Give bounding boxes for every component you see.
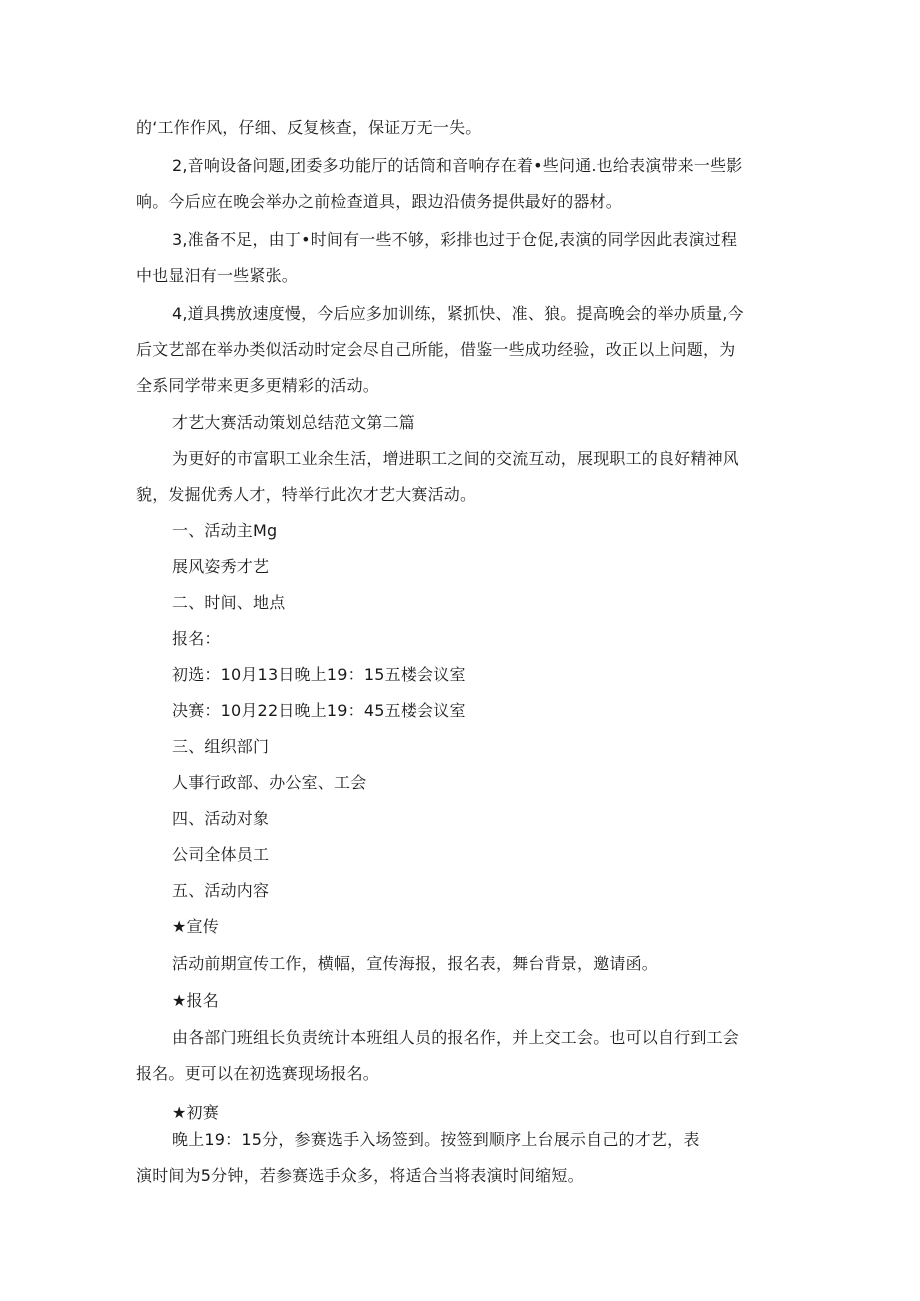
text-line: 的‘工作作风，仔细、反复核查，保证万无一失。 xyxy=(136,118,482,137)
text-line: 人事行政部、办公室、工会 xyxy=(172,773,367,792)
text-line: 貌，发掘优秀人才，特举行此次才艺大赛活动。 xyxy=(136,485,477,504)
text-line: 初选：10月13日晚上19：15五楼会议室 xyxy=(172,665,466,684)
text-line: 四、活动对象 xyxy=(172,809,270,828)
text-line: 二、时间、地点 xyxy=(172,593,286,612)
text-line: 由各部门班组长负责统计本班组人员的报名作，并上交工会。也可以自行到工会 xyxy=(172,1028,740,1047)
text-line: 为更好的市富职工业余生活，增进职工之间的交流互动，展现职工的良好精神风 xyxy=(172,449,740,468)
text-line: 中也显汨有一些紧张。 xyxy=(136,266,299,285)
text-line: 后文艺部在举办类似活动时定会尽自己所能，借鉴一些成功经验，改正以上问题，为 xyxy=(136,340,736,359)
text-line: ★报名 xyxy=(172,991,219,1010)
text-line: 三、组织部门 xyxy=(172,737,270,756)
text-line: ★宣传 xyxy=(172,917,219,936)
text-line: 活动前期宣传工作，横幅，宣传海报，报名表，舞台背景，邀请函。 xyxy=(172,954,659,973)
text-line: 决赛：10月22日晚上19：45五楼会议室 xyxy=(172,701,466,720)
text-line: 报名。更可以在初选赛现场报名。 xyxy=(136,1064,380,1083)
text-line: 2,音响设备问题,团委多功能厅的话筒和音响存在着•些问通.也给表演带来一些影 xyxy=(172,156,743,175)
text-line: 晚上19：15分，参赛选手入场签到。按签到顺序上台展示自己的才艺，表 xyxy=(172,1130,700,1149)
text-line: 报名： xyxy=(172,629,221,648)
text-line: 全系同学带来更多更精彩的活动。 xyxy=(136,376,380,395)
text-line: 一、活动主Mg xyxy=(172,521,278,540)
text-line: 响。今后应在晚会举办之前检查道具，跟边沿债务提供最好的器材。 xyxy=(136,192,623,211)
text-line: 公司全体员工 xyxy=(172,845,270,864)
text-line: 展风姿秀才艺 xyxy=(172,557,270,576)
section-heading: 才艺大赛活动策划总结范文第二篇 xyxy=(172,413,416,432)
text-line: 五、活动内容 xyxy=(172,881,270,900)
text-line: 4,道具携放速度慢，今后应多加训练，紧抓快、准、狼。提高晚会的举办质量,今 xyxy=(172,304,744,323)
text-line: 3,准备不足，由丁•时间有一些不够，彩排也过于仓促,表演的同学因此表演过程 xyxy=(172,230,738,249)
text-line: ★初赛 xyxy=(172,1103,219,1122)
text-line: 演时间为5分钟，若参赛选手众多，将适合当将表演时间缩短。 xyxy=(136,1166,584,1185)
